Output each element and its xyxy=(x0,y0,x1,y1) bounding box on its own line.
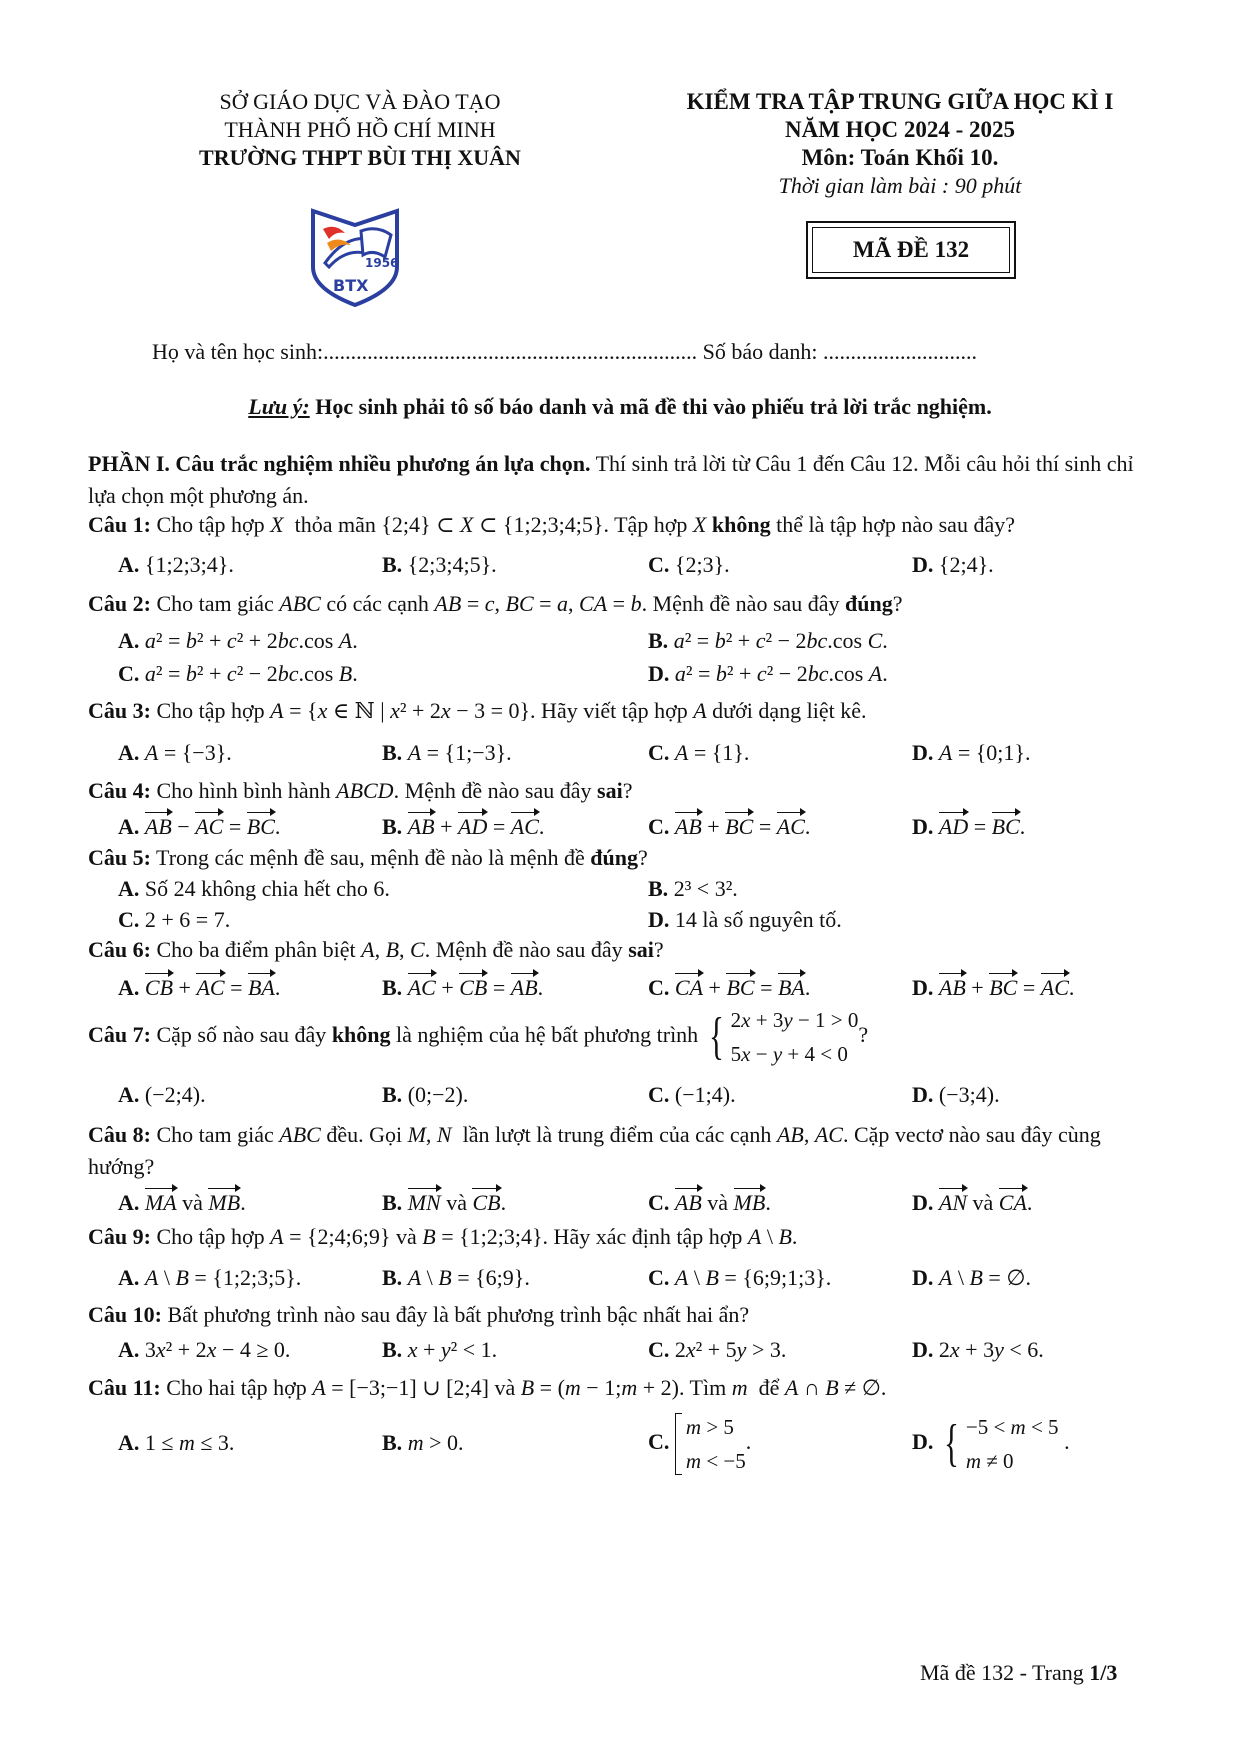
q9-option-a: A. A \ B = {1;2;3;5}. xyxy=(118,1265,302,1290)
part1-title: PHẦN I. Câu trắc nghiệm nhiều phương án lựa chọn. xyxy=(88,451,591,476)
note-text: Học sinh phải tô số báo danh và mã đề thi vào phiếu trả lời trắc nghiệm. xyxy=(309,394,992,419)
q11-option-b: B. m > 0. xyxy=(382,1430,464,1455)
exam-code-box xyxy=(806,221,1016,279)
school-year: NĂM HỌC 2024 - 2025 xyxy=(785,117,1015,142)
school-logo xyxy=(305,205,405,310)
q5-option-d: D. 14 là số nguyên tố. xyxy=(648,907,842,932)
logo-year: 1956 xyxy=(365,256,399,270)
q7-option-c: C. (−1;4). xyxy=(648,1082,736,1107)
q2-option-a: A. a² = b² + c² + 2bc.cos A. xyxy=(118,628,358,653)
question-3: Câu 3: Cho tập hợp A = {x ∈ ℕ | x² + 2x − 3 = 0}. Hãy viết tập hợp A dưới dạng liệt kê. xyxy=(88,698,867,723)
header-right xyxy=(640,88,1160,200)
q5-text: Trong các mệnh đề sau, mệnh đề nào là mệnh đề xyxy=(150,845,591,870)
q10-option-b: B. x + y² < 1. xyxy=(382,1337,498,1362)
q10-option-d: D. 2x + 3y < 6. xyxy=(912,1337,1044,1362)
q8-option-a: A. MA và MB. xyxy=(118,1190,246,1215)
question-label: Câu 4: xyxy=(88,778,151,803)
q5-d-text: 14 là số nguyên tố. xyxy=(674,907,842,932)
part1-text: Thí sinh trả lời từ Câu 1 đến Câu 12. Mỗi câu hỏi thí sinh chỉ lựa chọn một phương án. xyxy=(88,451,1134,508)
q7-option-a: A. (−2;4). xyxy=(118,1082,206,1107)
question-4: Câu 4: Cho hình bình hành ABCD. Mệnh đề nào sau đây sai? xyxy=(88,778,633,803)
q10-text: Bất phương trình nào sau đây là bất phương trình bậc nhất hai ẩn? xyxy=(161,1302,750,1327)
name-dots: .................................................................... xyxy=(323,339,698,364)
q5-option-c: C. 2 + 6 = 7. xyxy=(118,907,231,932)
question-label: Câu 9: xyxy=(88,1224,151,1249)
logo-letters: BTX xyxy=(333,276,369,295)
question-10 xyxy=(88,1302,1168,1328)
subject: Môn: Toán Khối 10. xyxy=(801,145,999,170)
student-info-line xyxy=(152,339,977,365)
question-7: Câu 7: Cặp số nào sau đây không là nghiệm của hệ bất phương trình { 2x + 3y − 1 > 0 5x − y + 4 < 0 ? xyxy=(88,1003,1168,1071)
q3-option-a: A. A = {−3}. xyxy=(118,740,232,765)
q5-end: ? xyxy=(637,845,648,870)
q1-option-d: D. {2;4}. xyxy=(912,552,994,577)
footer-text: Mã đề 132 - Trang xyxy=(920,1660,1090,1685)
question-11: Câu 11: Cho hai tập hợp A = [−3;−1] ∪ [2;4] và B = (m − 1;m + 2). Tìm m để A ∩ B ≠ ∅. xyxy=(88,1375,887,1400)
q4-option-b: B. AB + AD = AC. xyxy=(382,814,545,839)
q5-a-text: Số 24 không chia hết cho 6. xyxy=(144,876,390,901)
note xyxy=(0,394,1240,420)
question-label: Câu 8: xyxy=(88,1122,151,1147)
q9-option-d: D. A \ B = ∅. xyxy=(912,1265,1031,1290)
q6-option-a: A. CB + AC = BA. xyxy=(118,975,281,1000)
city-name: THÀNH PHỐ HỒ CHÍ MINH xyxy=(224,117,496,142)
q4-option-d: D. AD = BC. xyxy=(912,814,1026,839)
exam-code: MÃ ĐỀ 132 xyxy=(852,237,970,262)
question-1: Câu 1: Cho tập hợp X thỏa mãn {2;4} ⊂ X ⊂ {1;2;3;4;5}. Tập hợp X không thể là tập hợp nào sau đây? xyxy=(88,512,1015,537)
q8-option-b: B. MN và CB. xyxy=(382,1190,507,1215)
q2-option-c: C. a² = b² + c² − 2bc.cos B. xyxy=(118,661,358,686)
question-label: Câu 1: xyxy=(88,512,151,537)
question-label: Câu 2: xyxy=(88,591,151,616)
q11-option-c: C. m > 5 m < −5. xyxy=(648,1415,752,1473)
q6-option-b: B. AC + CB = AB. xyxy=(382,975,544,1000)
q11-option-d: D. { −5 < m < 5 m ≠ 0 . xyxy=(912,1415,1070,1473)
question-8: Câu 8: Cho tam giác ABC đều. Gọi M, N lần lượt là trung điểm của các cạnh AB, AC. Cặp vectơ nào sau đây cùng hướng? xyxy=(88,1122,1101,1179)
q8-option-d: D. AN và CA. xyxy=(912,1190,1033,1215)
q3-option-c: C. A = {1}. xyxy=(648,740,750,765)
header-left xyxy=(150,88,570,172)
part1-instructions xyxy=(88,448,1153,512)
q2-option-b: B. a² = b² + c² − 2bc.cos C. xyxy=(648,628,888,653)
q10-option-c: C. 2x² + 5y > 3. xyxy=(648,1337,787,1362)
q5-option-b: B. 2³ < 3². xyxy=(648,876,738,901)
q2-option-d: D. a² = b² + c² − 2bc.cos A. xyxy=(648,661,888,686)
q7-option-b: B. (0;−2). xyxy=(382,1082,469,1107)
q11-option-a: A. 1 ≤ m ≤ 3. xyxy=(118,1430,235,1455)
q10-option-a: A. 3x² + 2x − 4 ≥ 0. xyxy=(118,1337,291,1362)
q9-option-b: B. A \ B = {6;9}. xyxy=(382,1265,530,1290)
q7-system: { 2x + 3y − 1 > 0 5x − y + 4 < 0 xyxy=(708,1008,859,1066)
question-2: Câu 2: Cho tam giác ABC có các cạnh AB = c, BC = a, CA = b. Mệnh đề nào sau đây đúng? xyxy=(88,591,903,616)
page-number: 1/3 xyxy=(1089,1660,1118,1685)
q4-option-a: A. AB − AC = BC. xyxy=(118,814,281,839)
q6-option-d: D. AB + BC = AC. xyxy=(912,975,1075,1000)
name-label: Họ và tên học sinh: xyxy=(152,339,324,364)
q7-option-d: D. (−3;4). xyxy=(912,1082,1000,1107)
note-label: Lưu ý: xyxy=(248,394,310,419)
q5-bold: đúng xyxy=(590,845,638,870)
question-label: Câu 10: xyxy=(88,1302,162,1327)
question-5 xyxy=(88,845,1168,871)
question-label: Câu 3: xyxy=(88,698,151,723)
page-footer xyxy=(920,1660,1117,1686)
id-label: Số báo danh: xyxy=(697,339,823,364)
question-6: Câu 6: Cho ba điểm phân biệt A, B, C. Mệnh đề nào sau đây sai? xyxy=(88,937,664,962)
dept-name: SỞ GIÁO DỤC VÀ ĐÀO TẠO xyxy=(219,89,501,114)
q5-option-a: A. Số 24 không chia hết cho 6. xyxy=(118,876,390,901)
id-dots: ............................ xyxy=(822,339,977,364)
q9-option-c: C. A \ B = {6;9;1;3}. xyxy=(648,1265,832,1290)
q3-option-d: D. A = {0;1}. xyxy=(912,740,1031,765)
q1-option-c: C. {2;3}. xyxy=(648,552,730,577)
question-label: Câu 6: xyxy=(88,937,151,962)
q4-option-c: C. AB + BC = AC. xyxy=(648,814,811,839)
q1-option-a: A. {1;2;3;4}. xyxy=(118,552,234,577)
question-label: Câu 7: xyxy=(88,1022,151,1048)
question-label: Câu 5: xyxy=(88,845,151,870)
school-name: TRƯỜNG THPT BÙI THỊ XUÂN xyxy=(199,145,521,170)
q1-option-b: B. {2;3;4;5}. xyxy=(382,552,497,577)
q8-option-c: C. AB và MB. xyxy=(648,1190,771,1215)
question-9: Câu 9: Cho tập hợp A = {2;4;6;9} và B = {1;2;3;4}. Hãy xác định tập hợp A \ B. xyxy=(88,1224,798,1249)
exam-title: KIỂM TRA TẬP TRUNG GIỮA HỌC KÌ I xyxy=(686,89,1114,114)
question-label: Câu 11: xyxy=(88,1375,161,1400)
q6-option-c: C. CA + BC = BA. xyxy=(648,975,811,1000)
duration: Thời gian làm bài : 90 phút xyxy=(778,173,1022,198)
q3-option-b: B. A = {1;−3}. xyxy=(382,740,512,765)
